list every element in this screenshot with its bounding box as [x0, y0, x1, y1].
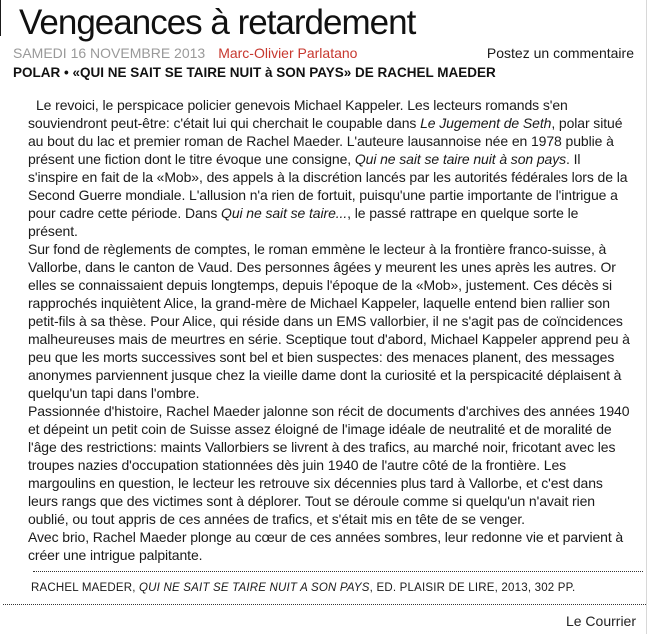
- source-attribution: [0, 613, 646, 629]
- article-title: Vengeances à retardement: [19, 3, 416, 42]
- paragraph-2: [28, 240, 631, 402]
- text-run: , polar situé au bout du lac et premier roman de Rachel Maeder. L'auteure lausannoise née en 1978 publie à présent une fiction dont le titre évoque une consigne,: [28, 115, 623, 167]
- post-comment-link[interactable]: Postez un commentaire: [486, 45, 634, 61]
- text-run: Le revoici, le perspicace policier genevois Michael Kappeler. Les lecteurs romands s'en souviendront peut-être: c'était lui qui cherchait le coupable dans: [28, 97, 568, 131]
- window-edge-artifact: [0, 0, 1, 36]
- source-name: Le Courrier: [565, 613, 636, 629]
- article-body: [28, 96, 631, 564]
- text-run: . Il s'inspire en fait de la «Mob», des appels à la discrétion lancés par les autorités fédérales lors de la Second Guerre mondiale. L'allusion n'a rien de fortuit, puisqu'une partie importante de l'intrigue a pour cadre cette période. Dans: [28, 151, 628, 221]
- text-run: Sur fond de règlements de comptes, le roman emmène le lecteur à la frontière franco-suisse, à Vallorbe, dans le canton de Vaud. Des personnes âgées y meurent les unes après les autres. Or elles se connaissaient depuis longtemps, depuis l'époque de la «Mob», justement. Ces décès si rapprochés inquiètent Alice, la grand-mère de Michael Kappeler, laquelle entend bien rallier son petit-fils à sa thèse. Pour Alice, qui réside dans un EMS vallorbier, il ne s'agit pas de coïncidences malheureuses mais de meurtres en série. Sceptique tout d'abord, Michael Kappeler apprend peu à peu que les morts successives sont bel et bien suspectes: des menaces planent, des messages anonymes parviennent jusque chez la vieille dame dont la curiosité et la perspicacité déplaisent à quelqu'un tapi dans l'ombre.: [28, 241, 630, 401]
- divider-bottom: [3, 604, 646, 605]
- book-title-italic: QUI NE SAIT SE TAIRE NUIT A SON PAYS: [139, 582, 370, 594]
- text-run: Passionnée d'histoire, Rachel Maeder jalonne son récit de documents d'archives des années 1940 et dépeint un petit coin de Suisse assez éloigné de l'image idéale de neutralité et de moralité de l'âge des restrictions: maints Vallorbiers se livrent à des trafics, au marché noir, fricotant avec les troupes nazies d'occupation stationnées dès juin 1940 de l'autre côté de la frontière. Les margoulins en question, le lecteur les retrouve six décennies plus tard à Vallorbe, et c'est dans leurs rangs que des victimes sont à déplorer. Tout se déroule comme si quelqu'un n'avait rien oublié, ou tout appris de ces années de trafics, et s'était mis en tête de se venger.: [28, 403, 630, 527]
- book-title-italic: Qui ne sait se taire nuit à son pays: [354, 151, 567, 167]
- paragraph-4: [28, 528, 631, 564]
- article-meta: [0, 45, 646, 61]
- publish-date: SAMEDI 16 NOVEMBRE 2013: [13, 45, 206, 61]
- paragraph-1: [28, 96, 631, 240]
- paragraph-3: [28, 402, 631, 528]
- text-run: Avec brio, Rachel Maeder plonge au cœur de ces années sombres, leur redonne vie et parvient à créer une intrigue palpitante.: [28, 529, 624, 563]
- article-header: [0, 0, 646, 80]
- book-credit: [31, 581, 634, 595]
- book-title-italic: Qui ne sait se taire...: [221, 205, 348, 221]
- book-title-italic: Le Jugement de Seth: [420, 115, 552, 131]
- author-link[interactable]: Marc-Olivier Parlatano: [218, 45, 358, 61]
- text-run: , ED. PLAISIR DE LIRE, 2013, 302 PP.: [369, 582, 576, 594]
- text-run: RACHEL MAEDER,: [31, 582, 140, 594]
- text-run: , le passé rattrape en quelque sorte le présent.: [28, 205, 579, 239]
- divider-top: [33, 571, 643, 572]
- article-subtitle: POLAR • «QUI NE SAIT SE TAIRE NUIT à SON PAYS» DE RACHEL MAEDER: [13, 65, 496, 80]
